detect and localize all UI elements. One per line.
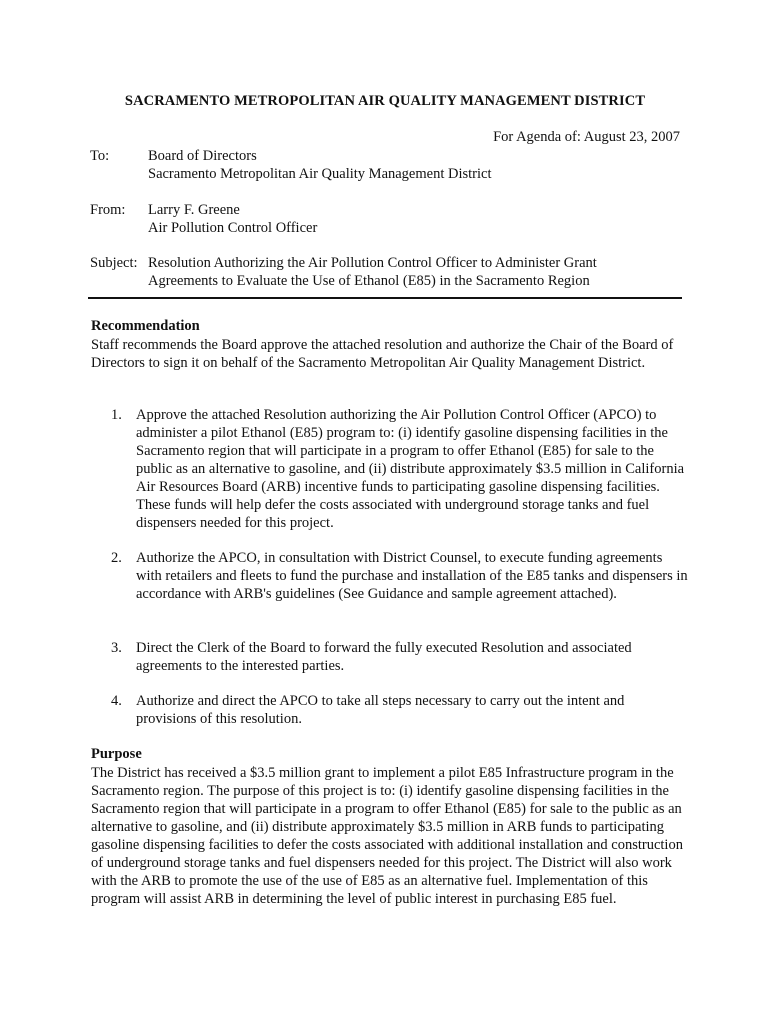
recommendation-text: Staff recommends the Board approve the attached resolution and authorize the Chair of the Board of Directors to sign it on behalf of the Sacramento Metropolitan Air Quality Management District.: [91, 337, 674, 371]
list-item-text: Approve the attached Resolution authorizing the Air Pollution Control Officer (APCO) to administer a pilot Ethanol (E85) program to: (i) identify gasoline dispensing facilities in the Sacramento region that will participate in a program to offer Ethanol (E85) for sale to the public as an alternative to gasoline, and (ii) distribute approximately $3.5 million in California Air Resources Board (ARB) incentive funds to participating gasoline dispensing facilities. These funds will help defer the costs associated with underground storage tanks and fuel dispensers needed for this project.: [136, 407, 685, 531]
list-item-text: Authorize the APCO, in consultation with District Counsel, to execute funding agreements with retailers and fleets to fund the purchase and installation of the E85 tanks and dispensers in accordance with ARB's guidelines (See Guidance and sample agreement attached).: [136, 550, 688, 602]
purpose-heading: Purpose: [91, 746, 142, 762]
to-line: Board of Directors: [148, 148, 257, 164]
agenda-date: For Agenda of: August 23, 2007: [493, 129, 680, 145]
header-divider: [88, 297, 682, 299]
from-line: Larry F. Greene: [148, 202, 240, 218]
from-line: Air Pollution Control Officer: [148, 220, 318, 236]
list-item-text: Authorize and direct the APCO to take all steps necessary to carry out the intent and provisions of this resolution.: [136, 693, 625, 727]
recommendation-heading: Recommendation: [91, 318, 200, 334]
list-item-text: Direct the Clerk of the Board to forward the fully executed Resolution and associated agreements to the interested parties.: [136, 640, 632, 674]
document-title: SACRAMENTO METROPOLITAN AIR QUALITY MANAGEMENT DISTRICT: [124, 93, 646, 109]
purpose-text: The District has received a $3.5 million grant to implement a pilot E85 Infrastructure program in the Sacramento region. The purpose of this project is to: (i) identify gasoline dispensing facilities in the Sacramento region that will participate in a program to offer Ethanol (E85) for sale to the public as an alternative to gasoline, and (ii) distribute approximately $3.5 million in ARB funds to participating gasoline dispensing facilities to defer the costs associated with additional installation and construction of underground storage tanks and fuel dispensers needed for this project. The District will also work with the ARB to promote the use of the use of E85 as an alternative fuel. Implementation of this program will assist ARB in determining the level of public interest in purchasing E85 fuel.: [91, 765, 683, 907]
list-item-number: 4.: [111, 693, 122, 709]
to-label: To:: [90, 148, 110, 164]
list-item-number: 3.: [111, 640, 122, 656]
from-label: From:: [90, 202, 126, 218]
subject-line: Resolution Authorizing the Air Pollution Control Officer to Administer Grant: [148, 255, 597, 271]
subject-line: Agreements to Evaluate the Use of Ethanol (E85) in the Sacramento Region: [148, 273, 590, 289]
list-item-number: 2.: [111, 550, 122, 566]
list-item-number: 1.: [111, 407, 122, 423]
subject-label: Subject:: [90, 255, 138, 271]
to-line: Sacramento Metropolitan Air Quality Management District: [148, 166, 492, 182]
